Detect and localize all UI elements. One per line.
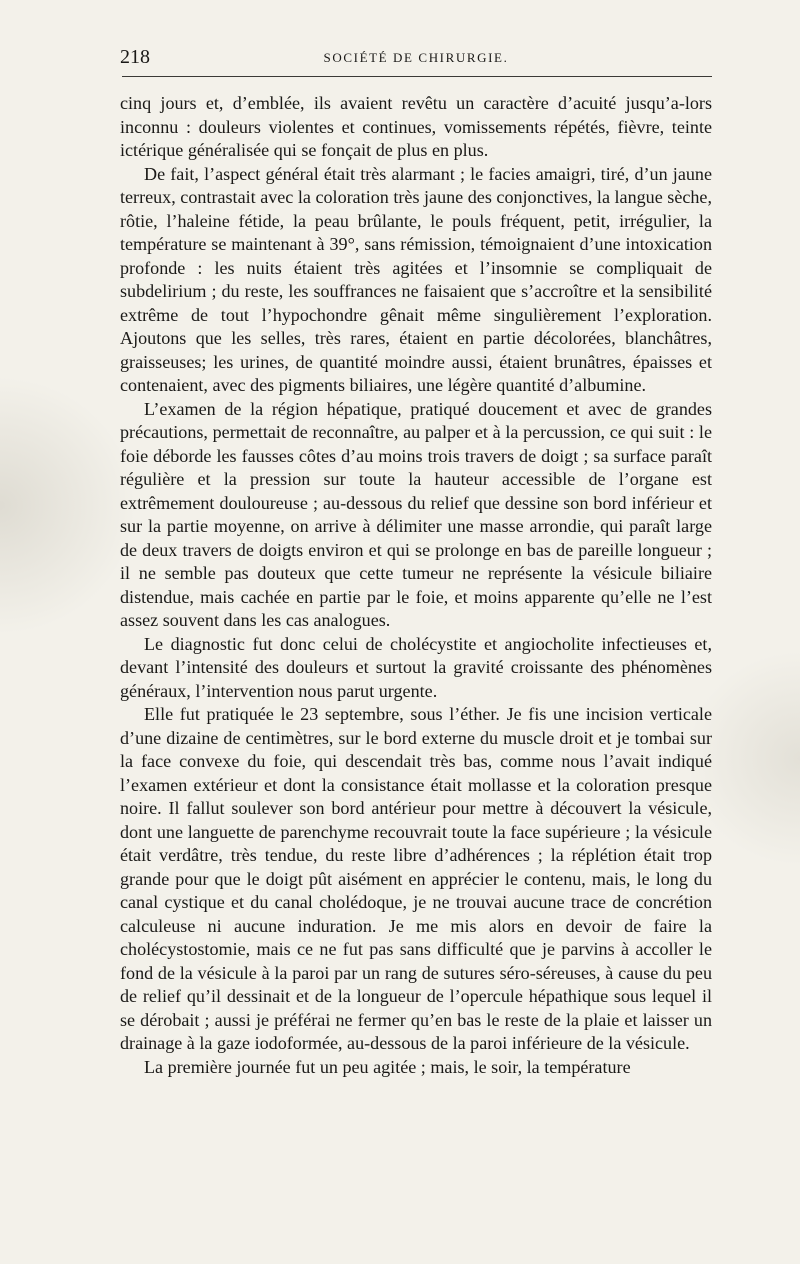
body-text [120, 92, 712, 1079]
page-header [120, 46, 712, 68]
paragraph: L’examen de la région hépatique, pratiqué doucement et avec de grandes précautions, permettait de reconnaître, au palper et à la percussion, ce qui suit : le foie déborde les fausses côtes d’au moins trois travers de doigt ; sa surface paraît régulière et la pression sur toute la hauteur accessible de l’organe est extrêmement douloureuse ; au-dessous du relief que dessine son bord inférieur et sur la partie moyenne, on arrive à délimiter une masse arrondie, qui paraît large de deux travers de doigts environ et qui se prolonge en bas de pareille longueur ; il ne semble pas douteux que cette tumeur ne représente la vésicule biliaire distendue, mais cachée en partie par le foie, et moins apparente qu’elle ne l’est assez souvent dans les cas analogues. [120, 398, 712, 630]
header-rule [122, 76, 712, 77]
paragraph: Le diagnostic fut donc celui de cholécystite et angiocholite infectieuses et, devant l’intensité des douleurs et surtout la gravité croissante des phénomènes généraux, l’intervention nous parut urgente. [120, 633, 712, 701]
paragraph-continued: cinq jours et, d’emblée, ils avaient revêtu un caractère d’acuité jusqu’a-lors inconnu : douleurs violentes et continues, vomissements répétés, fièvre, teinte ictérique généralisée qui se fonçait de plus en plus. [120, 93, 712, 160]
paragraph: De fait, l’aspect général était très alarmant ; le facies amaigri, tiré, d’un jaune terreux, contrastait avec la coloration très jaune des conjonctives, la langue sèche, rôtie, l’haleine fétide, la peau brûlante, le pouls fréquent, petit, irrégulier, la température se maintenant à 39°, sans rémission, témoignaient d’une intoxication profonde : les nuits étaient très agitées et l’insomnie se compliquait de subdelirium ; du reste, les souffrances ne faisaient que s’accroître et la sensibilité extrême de tout l’hypochondre gênait même singulièrement l’exploration. Ajoutons que les selles, très rares, étaient en partie décolorées, blanchâtres, graisseuses; les urines, de quantité moindre aussi, étaient brunâtres, épaisses et contenaient, avec des pigments biliaires, une légère quantité d’albumine. [120, 163, 712, 395]
running-title: SOCIÉTÉ DE CHIRURGIE. [323, 50, 509, 65]
paragraph: La première journée fut un peu agitée ; mais, le soir, la température [144, 1056, 631, 1077]
paragraph: Elle fut pratiquée le 23 septembre, sous l’éther. Je fis une incision verticale d’une dizaine de centimètres, sur le bord externe du muscle droit et je tombai sur la face convexe du foie, qui descendait très bas, comme nous l’avait indiqué l’examen extérieur et dont la consistance était mollasse et la coloration presque noire. Il fallut soulever son bord antérieur pour mettre à découvert la vésicule, dont une languette de parenchyme recouvrait toute la face supérieure ; la vésicule était verdâtre, très tendue, du reste libre d’adhérences ; la réplétion était trop grande pour que le doigt pût aisément en apprécier le contenu, mais, le long du canal cystique et du canal cholédoque, je ne trouvai aucune trace de concrétion calculeuse ni aucune induration. Je me mis alors en devoir de faire la cholécystostomie, mais ce ne fut pas sans difficulté que je parvins à accoller le fond de la vésicule à la paroi par un rang de sutures séro-séreuses, à cause du peu de relief qu’il dessinait et de la longueur de l’opercule hépathique sous lequel il se dérobait ; aussi je préférai ne fermer qu’en bas le reste de la plaie et laisser un drainage à la gaze iodoformée, au-dessous de la paroi inférieure de la vésicule. [120, 704, 712, 1053]
page-number: 218 [120, 46, 150, 68]
